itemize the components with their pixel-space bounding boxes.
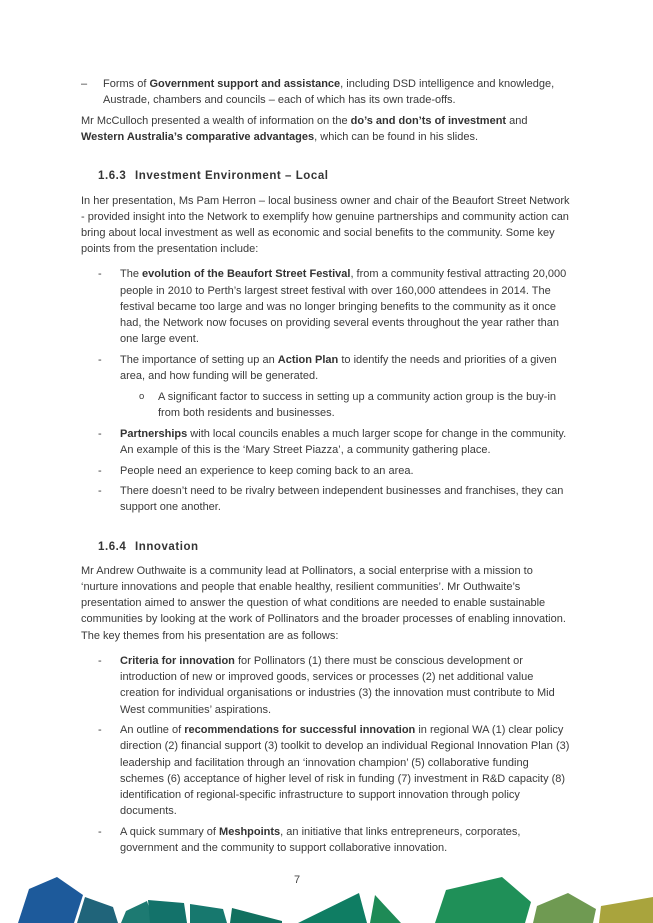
list-item-text: [120, 426, 573, 458]
text-run: Mr Andrew Outhwaite is a community lead at Pollinators, a social enterprise with a mission to ‘nurture innovations and people that enable healthy, resilient communities’. Mr Outhwaite’s presentation aimed to answer the question of what conditions are needed to enable sustainable communities by looking at the work of Pollinators and the broader processes of enabling innovation. The key themes from his presentation are as follows:: [81, 564, 566, 642]
list-item-text: [120, 722, 573, 819]
paragraph: [81, 113, 573, 145]
text-run: and: [506, 114, 528, 127]
list-item: [81, 389, 573, 421]
bullet-marker: -: [98, 485, 102, 498]
text-run: In her presentation, Ms Pam Herron – local business owner and chair of the Beaufort Street Network - provided insight into the Network to exemplify how genuine partnerships and community action can bring about local investment as well as economic and social benefits to the community. Some key points from the presentation include:: [81, 194, 570, 256]
bold-text-run: do’s and don’ts of investment: [350, 114, 507, 127]
text-run: to identify the needs and priorities of a given area, and how funding will be generated.: [120, 353, 557, 383]
text-run: for Pollinators (1) there must be conscious development or introduction of new or improved goods, services or processes (2) net additional value creation for individual organisations or industries (3) the innovation must contribute to Mid West communities’ aspirations.: [120, 654, 555, 716]
list-item: [81, 352, 573, 384]
poly-green-rhomb: [435, 877, 531, 923]
text-run: A significant factor to success in setting up a community action group is the buy-in from both residents and businesses.: [158, 390, 557, 419]
bold-text-run: Criteria for innovation: [120, 654, 235, 667]
text-run: , an initiative that links entrepreneurs, corporates, government and the community to support collaborative innovation.: [120, 825, 521, 855]
page-number: 7: [293, 874, 301, 886]
paragraph: [81, 563, 573, 644]
text-run: An outline of: [120, 724, 185, 737]
bold-text-run: recommendations for successful innovation: [184, 724, 416, 737]
bullet-marker: -: [98, 268, 102, 281]
section-number: 1.6.3: [98, 170, 127, 183]
text-run: A quick summary of: [120, 825, 220, 838]
poly-green-tri-1: [298, 893, 367, 923]
bold-text-run: Meshpoints: [219, 825, 281, 838]
bold-text-run: Action Plan: [277, 353, 339, 366]
section-number: 1.6.4: [98, 540, 127, 553]
list-item-text: [120, 653, 573, 718]
list-item-text: [120, 352, 573, 384]
bold-text-run: evolution of the Beaufort Street Festival: [142, 268, 351, 281]
bold-text-run: Partnerships: [120, 427, 188, 440]
text-run: People need an experience to keep coming back to an area.: [120, 464, 414, 477]
poly-teal-slab-2: [190, 904, 227, 923]
list-item: [81, 266, 573, 347]
bold-text-run: Government support and assistance: [149, 78, 341, 90]
list-item-text: [120, 266, 573, 347]
bullet-marker: o: [139, 390, 145, 402]
list-item-text: [120, 463, 573, 479]
document-body: [81, 76, 573, 861]
section-heading: [81, 168, 573, 184]
text-run: The importance of setting up an: [120, 353, 278, 366]
bullet-marker: -: [98, 654, 102, 667]
poly-teal-wedge: [230, 908, 282, 923]
list-item: [81, 653, 573, 718]
text-run: , from a community festival attracting 20,000 people in 2010 to Perth’s largest street festival with over 160,000 attendees in 2014. The festival became too large and was no longer bringing benefits to the community as it once had, the Network now focuses on providing several events throughout the year rather than one large event.: [120, 268, 567, 346]
list-item: [81, 483, 573, 515]
text-run: , which can be found in his slides.: [314, 131, 479, 144]
paragraph: [81, 193, 573, 258]
bold-text-run: Western Australia’s comparative advantages: [81, 131, 315, 144]
poly-olive: [533, 893, 596, 923]
text-run: with local councils enables a much larger scope for change in the community. An example of this is the ‘Mary Street Piazza’, a community gathering place.: [120, 427, 567, 456]
list-item: [81, 824, 573, 856]
bullet-marker: -: [98, 724, 102, 737]
poly-teal-slab-1: [148, 900, 187, 923]
bullet-marker: -: [98, 427, 102, 440]
bullet-marker: -: [98, 464, 102, 477]
poly-yellow: [599, 897, 653, 923]
bullet-marker: -: [98, 353, 102, 366]
text-run: , including DSD intelligence and knowledge, Austrade, chambers and councils – each of which has its own trade-offs.: [103, 78, 555, 107]
section-title: Innovation: [135, 540, 199, 553]
list-item: [81, 76, 573, 108]
text-run: The: [120, 268, 143, 281]
list-item-text: [120, 824, 573, 856]
text-run: in regional WA (1) clear policy direction (2) financial support (3) toolkit to develop an individual Regional Innovation Plan (3) leadership and facilitation through an ‘innovation champion’ (5) collaborative funding schemes (6) acceptance of higher level of risk in funding (7) investment in R&D capacity (8) identification of regional-specific infrastructure to support innovation through policy documents.: [120, 724, 570, 818]
bullet-marker: -: [98, 825, 102, 838]
list-item-text: [103, 76, 573, 108]
text-run: Mr McCulloch presented a wealth of information on the: [81, 114, 351, 127]
list-item: [81, 463, 573, 479]
poly-teal-blue: [77, 897, 118, 923]
list-item-text: [120, 483, 573, 515]
footer-decoration: [0, 873, 653, 923]
list-item: [81, 722, 573, 819]
text-run: Forms of: [103, 78, 150, 90]
poly-green-tri-2: [370, 895, 401, 923]
bullet-marker: –: [81, 78, 88, 90]
text-run: There doesn’t need to be rivalry between independent businesses and franchises, they can support one another.: [120, 485, 564, 514]
poly-blue: [18, 877, 83, 923]
section-heading: [81, 539, 573, 555]
section-title: Investment Environment – Local: [135, 170, 329, 183]
list-item-text: [158, 389, 573, 421]
list-item: [81, 426, 573, 458]
